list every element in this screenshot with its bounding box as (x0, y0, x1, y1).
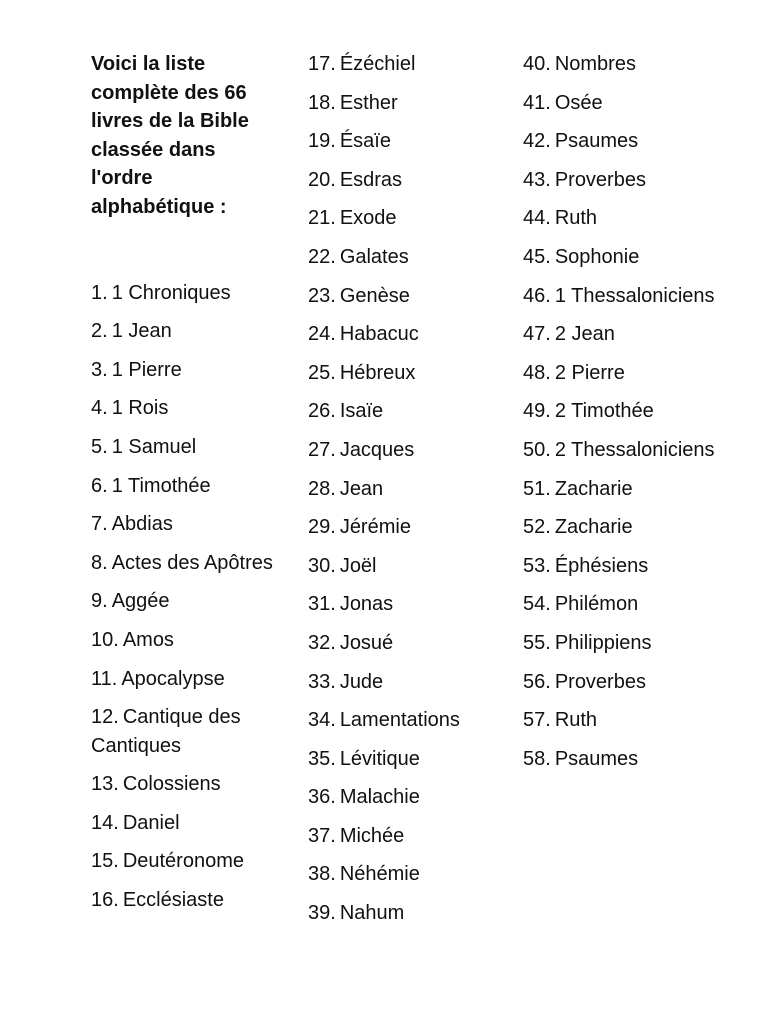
book-list-item (523, 204, 738, 233)
book-name: Jean (339, 477, 384, 500)
book-list-item (308, 860, 508, 889)
book-list-item (308, 899, 508, 928)
book-name: Jude (339, 670, 384, 693)
book-list-item (308, 166, 508, 195)
book-number: 37. (308, 824, 336, 847)
book-name: Ruth (554, 709, 598, 732)
book-name: Proverbes (554, 168, 646, 191)
book-list-column-1 (91, 279, 291, 915)
book-list-item (523, 513, 738, 542)
book-name: Apocalypse (121, 667, 225, 690)
book-name: 1 Pierre (111, 358, 182, 381)
book-name: Aggée (111, 590, 170, 613)
book-number: 24. (308, 323, 336, 346)
book-name: 1 Chroniques (111, 281, 231, 304)
book-name: Psaumes (554, 747, 639, 770)
book-number: 32. (308, 631, 336, 654)
book-list-item (91, 317, 291, 346)
book-name: 1 Timothée (111, 474, 211, 497)
book-list-item (91, 279, 291, 308)
book-list-item (91, 356, 291, 385)
book-list-item (308, 397, 508, 426)
book-list-item (308, 629, 508, 658)
book-number: 20. (308, 168, 336, 191)
book-name: Malachie (339, 786, 420, 809)
book-name: Nahum (339, 902, 405, 925)
book-number: 16. (91, 889, 119, 912)
book-number: 58. (523, 747, 551, 770)
book-number: 48. (523, 361, 551, 384)
book-number: 39. (308, 902, 336, 925)
book-number: 4. (91, 397, 108, 420)
book-list-item (308, 204, 508, 233)
book-name: Ézéchiel (339, 53, 416, 75)
book-list-item (308, 590, 508, 619)
book-list-item (523, 359, 738, 388)
book-name: Lévitique (339, 747, 420, 770)
book-number: 13. (91, 773, 119, 796)
book-number: 11. (91, 667, 118, 690)
book-number: 41. (523, 91, 551, 114)
book-list-item (523, 320, 738, 349)
book-number: 10. (91, 628, 119, 651)
book-name: Joël (339, 554, 377, 577)
book-number: 21. (308, 207, 336, 230)
book-number: 50. (523, 438, 551, 461)
book-list-item (308, 706, 508, 735)
book-name: Colossiens (122, 773, 221, 796)
book-name: Ésaïe (339, 130, 391, 153)
book-name: Nombres (554, 53, 636, 75)
book-number: 29. (308, 516, 336, 539)
book-number: 46. (523, 284, 551, 307)
book-name: Galates (339, 245, 409, 268)
book-number: 52. (523, 516, 551, 539)
book-list-item (91, 770, 291, 799)
book-number: 35. (308, 747, 336, 770)
book-number: 49. (523, 400, 551, 423)
book-name: Jacques (339, 438, 415, 461)
book-list-item (308, 127, 508, 156)
book-name: Abdias (111, 513, 173, 536)
book-number: 40. (523, 53, 551, 75)
book-list-item (308, 359, 508, 388)
book-name: Esther (339, 91, 398, 114)
book-name: Jonas (339, 593, 394, 616)
book-list-item (308, 783, 508, 812)
book-list-item (523, 475, 738, 504)
book-list-item (523, 166, 738, 195)
book-name: Genèse (339, 284, 410, 307)
book-list-item (91, 886, 291, 915)
book-number: 56. (523, 670, 551, 693)
book-name: Psaumes (554, 130, 639, 153)
book-list-item (91, 433, 291, 462)
book-number: 54. (523, 593, 551, 616)
book-name: Exode (339, 207, 397, 230)
book-list-item (91, 587, 291, 616)
book-number: 7. (91, 513, 108, 536)
book-number: 3. (91, 358, 108, 381)
book-list-item (308, 320, 508, 349)
book-name: 1 Thessaloniciens (554, 284, 715, 307)
book-number: 28. (308, 477, 336, 500)
book-name: 1 Rois (111, 397, 169, 420)
book-list-column-3 (523, 50, 738, 773)
book-list-item (308, 436, 508, 465)
book-number: 53. (523, 554, 551, 577)
book-list-item (523, 706, 738, 735)
book-list-item (523, 282, 738, 311)
book-number: 18. (308, 91, 336, 114)
book-number: 6. (91, 474, 108, 497)
column-2 (308, 50, 508, 938)
book-list-item (308, 745, 508, 774)
book-number: 22. (308, 245, 336, 268)
book-name: Actes des Apôtres (111, 551, 273, 574)
book-list-item (523, 629, 738, 658)
book-number: 47. (523, 323, 551, 346)
book-number: 2. (91, 320, 108, 343)
book-name: Ecclésiaste (122, 889, 224, 912)
book-number: 31. (308, 593, 336, 616)
book-name: Lamentations (339, 709, 460, 732)
book-name: Jérémie (339, 516, 411, 539)
book-number: 55. (523, 631, 551, 654)
book-number: 17. (308, 53, 336, 75)
book-number: 12. (91, 706, 119, 729)
book-list-item (91, 626, 291, 655)
book-number: 5. (91, 435, 108, 458)
book-number: 36. (308, 786, 336, 809)
book-list-item (523, 436, 738, 465)
book-name: Ruth (554, 207, 598, 230)
book-list-item (523, 552, 738, 581)
book-list-item (91, 703, 291, 760)
book-name: 1 Jean (111, 320, 172, 343)
book-name: Hébreux (339, 361, 416, 384)
book-name: Osée (554, 91, 603, 114)
book-list-item (523, 668, 738, 697)
book-name: 2 Thessaloniciens (554, 438, 715, 461)
book-number: 42. (523, 130, 551, 153)
book-name: Deutéronome (122, 850, 244, 873)
book-number: 15. (91, 850, 119, 873)
book-list-item (308, 243, 508, 272)
book-list-item (523, 745, 738, 774)
book-list-item (308, 552, 508, 581)
book-name: Amos (122, 628, 174, 651)
book-number: 38. (308, 863, 336, 886)
column-1 (91, 50, 291, 925)
book-name: Philippiens (554, 631, 652, 654)
book-number: 19. (308, 130, 336, 153)
book-list-item (91, 847, 291, 876)
book-name: 2 Pierre (554, 361, 625, 384)
book-number: 33. (308, 670, 336, 693)
book-list-item (308, 475, 508, 504)
book-name: Zacharie (554, 477, 633, 500)
book-list-item (91, 665, 291, 694)
book-name: 2 Jean (554, 323, 615, 346)
book-name: Michée (339, 824, 405, 847)
book-number: 43. (523, 168, 551, 191)
book-list-item (308, 513, 508, 542)
book-name: Isaïe (339, 400, 384, 423)
book-number: 23. (308, 284, 336, 307)
book-name: Daniel (122, 811, 180, 834)
book-list-item (91, 809, 291, 838)
book-list-column-2 (308, 50, 508, 928)
book-number: 45. (523, 245, 551, 268)
book-list-item (308, 89, 508, 118)
book-list-item (308, 50, 508, 79)
book-list-item (308, 668, 508, 697)
book-name: Éphésiens (554, 554, 649, 577)
book-number: 14. (91, 811, 119, 834)
book-list-item (91, 472, 291, 501)
book-number: 1. (91, 281, 108, 304)
page-heading: Voici la liste complète des 66 livres de la Bible classée dans l'ordre alphabétique : (91, 53, 249, 218)
book-list-item (523, 127, 738, 156)
book-list-item (308, 822, 508, 851)
book-number: 27. (308, 438, 336, 461)
book-list-item (308, 282, 508, 311)
book-name: Habacuc (339, 323, 419, 346)
book-list-item (523, 243, 738, 272)
book-number: 26. (308, 400, 336, 423)
book-name: Zacharie (554, 516, 633, 539)
book-name: Philémon (554, 593, 639, 616)
book-list-item (523, 397, 738, 426)
book-number: 51. (523, 477, 551, 500)
book-name: Cantique des Cantiques (91, 706, 241, 757)
book-list-item (91, 394, 291, 423)
book-number: 8. (91, 551, 108, 574)
book-number: 57. (523, 709, 551, 732)
book-list-item (523, 590, 738, 619)
book-name: Néhémie (339, 863, 420, 886)
book-name: Sophonie (554, 245, 640, 268)
book-list-item (91, 510, 291, 539)
book-number: 25. (308, 361, 336, 384)
book-number: 34. (308, 709, 336, 732)
book-name: 1 Samuel (111, 435, 197, 458)
book-number: 9. (91, 590, 108, 613)
column-3 (523, 50, 738, 783)
book-list-item (91, 549, 291, 578)
book-list-item (523, 50, 738, 79)
book-number: 30. (308, 554, 336, 577)
book-name: 2 Timothée (554, 400, 654, 423)
book-list-item (523, 89, 738, 118)
heading-spacer (91, 222, 291, 279)
book-name: Proverbes (554, 670, 646, 693)
book-name: Josué (339, 631, 394, 654)
book-name: Esdras (339, 168, 403, 191)
book-number: 44. (523, 207, 551, 230)
